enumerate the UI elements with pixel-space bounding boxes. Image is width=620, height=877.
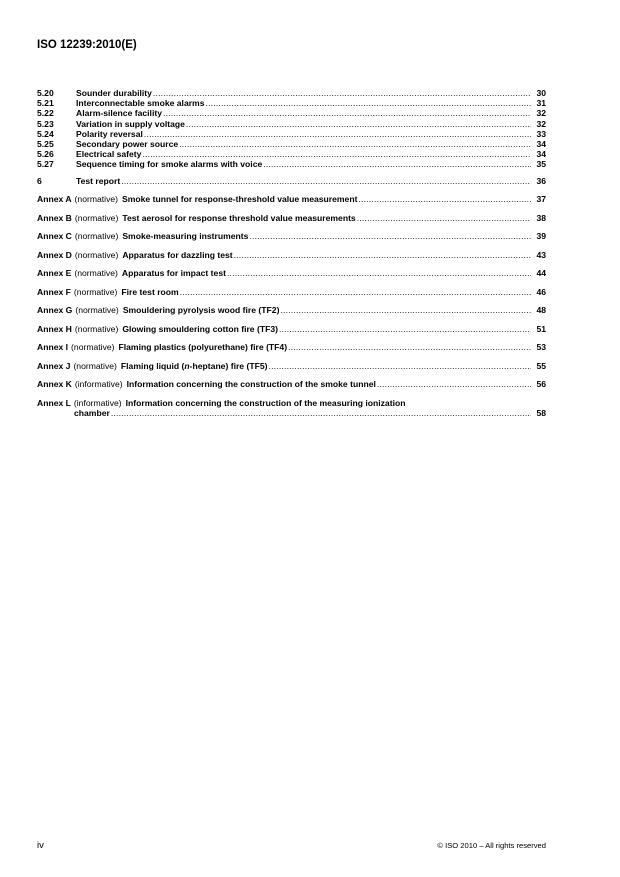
toc-number: 5.25 xyxy=(37,138,54,149)
toc-number: 5.27 xyxy=(37,159,54,170)
toc-title: Secondary power source xyxy=(76,138,179,149)
dot-leader xyxy=(249,231,531,242)
annex-label: Annex B xyxy=(37,212,72,223)
toc-page: 39 xyxy=(536,231,546,241)
toc-entry-5-25[interactable] xyxy=(37,139,546,149)
toc-page: 48 xyxy=(536,305,546,315)
annex-type: (informative) xyxy=(73,397,122,408)
toc-entry-annex-k[interactable] xyxy=(37,379,546,390)
annex-type: (normative) xyxy=(75,305,119,315)
toc-title: Smoke tunnel for response-threshold value measurement xyxy=(122,194,358,204)
annex-type: (informative) xyxy=(74,379,123,389)
toc-number: 5.20 xyxy=(37,88,54,98)
toc-number: 5.24 xyxy=(37,128,54,139)
dot-leader xyxy=(121,176,531,187)
toc-page: 38 xyxy=(536,212,546,223)
dot-leader xyxy=(357,213,531,224)
toc-title: Variation in supply voltage xyxy=(76,118,185,129)
dot-leader xyxy=(358,194,531,205)
toc-title: Smouldering pyrolysis wood fire (TF2) xyxy=(122,305,280,315)
toc-entry-5-24[interactable] xyxy=(37,129,546,139)
dot-leader xyxy=(288,342,531,353)
toc-number: 5.21 xyxy=(37,98,54,109)
toc-title: Information concerning the construction of the smoke tunnel xyxy=(126,379,376,389)
toc-page: 30 xyxy=(536,88,546,98)
annex-label: Annex K xyxy=(37,379,72,389)
toc-title: Test report xyxy=(76,175,121,186)
toc-page: 32 xyxy=(536,108,546,119)
toc-page: 32 xyxy=(536,118,546,129)
toc-title: Information concerning the construction of the measuring ionization xyxy=(125,397,406,408)
toc-page: 53 xyxy=(536,342,546,352)
toc-title: Interconnectable smoke alarms xyxy=(76,98,205,109)
toc-entry-annex-g[interactable] xyxy=(37,305,546,316)
annex-type: (normative) xyxy=(74,212,119,223)
toc-page: 56 xyxy=(536,379,546,389)
annex-type: (normative) xyxy=(71,342,115,352)
annex-label: Annex E xyxy=(37,268,72,278)
dot-leader xyxy=(279,324,531,335)
toc-entry-annex-c[interactable] xyxy=(37,231,546,242)
annex-label: Annex G xyxy=(37,305,73,315)
toc-page: 36 xyxy=(536,175,546,186)
toc-number: 5.26 xyxy=(37,149,54,160)
toc-title: Apparatus for dazzling test xyxy=(122,249,233,260)
toc-page: 31 xyxy=(536,98,546,109)
toc-title: Apparatus for impact test xyxy=(121,268,226,278)
dot-leader xyxy=(153,88,531,98)
toc-entry-annex-i[interactable] xyxy=(37,342,546,353)
toc-entry-annex-j[interactable] xyxy=(37,361,546,372)
annex-label: Annex D xyxy=(37,249,72,260)
copyright-notice: © ISO 2010 – All rights reserved xyxy=(437,841,546,850)
dot-leader xyxy=(234,250,531,261)
annex-label: Annex L xyxy=(37,397,71,408)
toc-page: 51 xyxy=(536,323,546,334)
toc-page: 34 xyxy=(536,149,546,160)
toc-page: 34 xyxy=(536,138,546,149)
toc-title: Alarm-silence facility xyxy=(76,108,162,119)
toc-entry-annex-f[interactable] xyxy=(37,287,546,298)
toc-entry-6[interactable] xyxy=(37,176,546,187)
toc-entry-5-26[interactable] xyxy=(37,149,546,159)
dot-leader xyxy=(377,379,531,390)
toc-page: 43 xyxy=(536,249,546,260)
toc-title: Sounder durability xyxy=(76,88,152,98)
annex-label: Annex H xyxy=(37,323,72,334)
toc-page: 55 xyxy=(536,360,546,371)
annex-type: (normative) xyxy=(74,231,119,241)
toc-entry-annex-d[interactable] xyxy=(37,250,546,261)
toc-title-continuation: chamber xyxy=(74,408,110,418)
dot-leader xyxy=(180,287,531,298)
annex-label: Annex A xyxy=(37,194,72,204)
annex-type: (normative) xyxy=(74,323,119,334)
toc-page: 33 xyxy=(536,128,546,139)
annex-label: Annex I xyxy=(37,342,69,352)
toc-entry-annex-a[interactable] xyxy=(37,194,546,205)
toc-entry-annex-e[interactable] xyxy=(37,268,546,279)
toc-entry-5-21[interactable] xyxy=(37,98,546,108)
table-of-contents xyxy=(37,88,546,419)
toc-entry-annex-l[interactable] xyxy=(37,398,546,419)
annex-label: Annex F xyxy=(37,286,71,297)
annex-l-line-1 xyxy=(37,398,546,409)
toc-title: Flaming plastics (polyurethane) fire (TF4) xyxy=(118,342,288,352)
dot-leader xyxy=(268,361,531,372)
dot-leader xyxy=(280,305,531,316)
toc-number: 6 xyxy=(37,175,42,186)
dot-leader xyxy=(163,108,531,118)
annex-type: (normative) xyxy=(73,286,118,297)
annex-type: (normative) xyxy=(74,249,119,260)
toc-entry-annex-b[interactable] xyxy=(37,213,546,224)
dot-leader xyxy=(205,98,531,108)
dot-leader xyxy=(186,119,531,129)
toc-page: 58 xyxy=(536,408,546,418)
toc-number: 5.23 xyxy=(37,118,54,129)
toc-entry-5-27[interactable] xyxy=(37,159,546,169)
toc-title-part: Flaming liquid ( xyxy=(120,360,185,371)
toc-page: 44 xyxy=(536,268,546,278)
page-number: iv xyxy=(37,840,44,851)
toc-entry-5-20[interactable] xyxy=(37,88,546,98)
toc-entry-5-22[interactable] xyxy=(37,108,546,118)
toc-title: Sequence timing for smoke alarms with voice xyxy=(76,159,263,170)
toc-number: 5.22 xyxy=(37,108,54,119)
toc-title: Electrical safety xyxy=(76,149,142,160)
toc-page: 37 xyxy=(536,194,546,204)
toc-title: Glowing smouldering cotton fire (TF3) xyxy=(122,323,278,334)
dot-leader xyxy=(227,268,531,279)
dot-leader xyxy=(263,159,531,169)
toc-title: Test aerosol for response threshold value measurements xyxy=(122,212,356,223)
toc-entry-5-23[interactable] xyxy=(37,119,546,129)
annex-type: (normative) xyxy=(74,194,119,204)
annex-type: (normative) xyxy=(74,268,118,278)
annex-type: (normative) xyxy=(73,360,117,371)
toc-title: Smoke-measuring instruments xyxy=(122,231,249,241)
annex-label: Annex C xyxy=(37,231,72,241)
toc-title: Polarity reversal xyxy=(76,128,143,139)
annex-l-line-2 xyxy=(37,408,546,419)
toc-title: Fire test room xyxy=(121,286,179,297)
dot-leader xyxy=(144,129,531,139)
toc-title-part: -heptane) fire (TF5) xyxy=(189,360,268,371)
annex-label: Annex J xyxy=(37,360,71,371)
toc-entry-annex-h[interactable] xyxy=(37,324,546,335)
toc-title-italic: n xyxy=(184,360,190,371)
toc-title xyxy=(121,361,268,372)
toc-page: 46 xyxy=(536,286,546,297)
dot-leader xyxy=(179,139,531,149)
dot-leader xyxy=(142,149,531,159)
toc-page: 35 xyxy=(536,159,546,170)
dot-leader xyxy=(111,408,531,419)
document-header: ISO 12239:2010(E) xyxy=(37,39,137,51)
